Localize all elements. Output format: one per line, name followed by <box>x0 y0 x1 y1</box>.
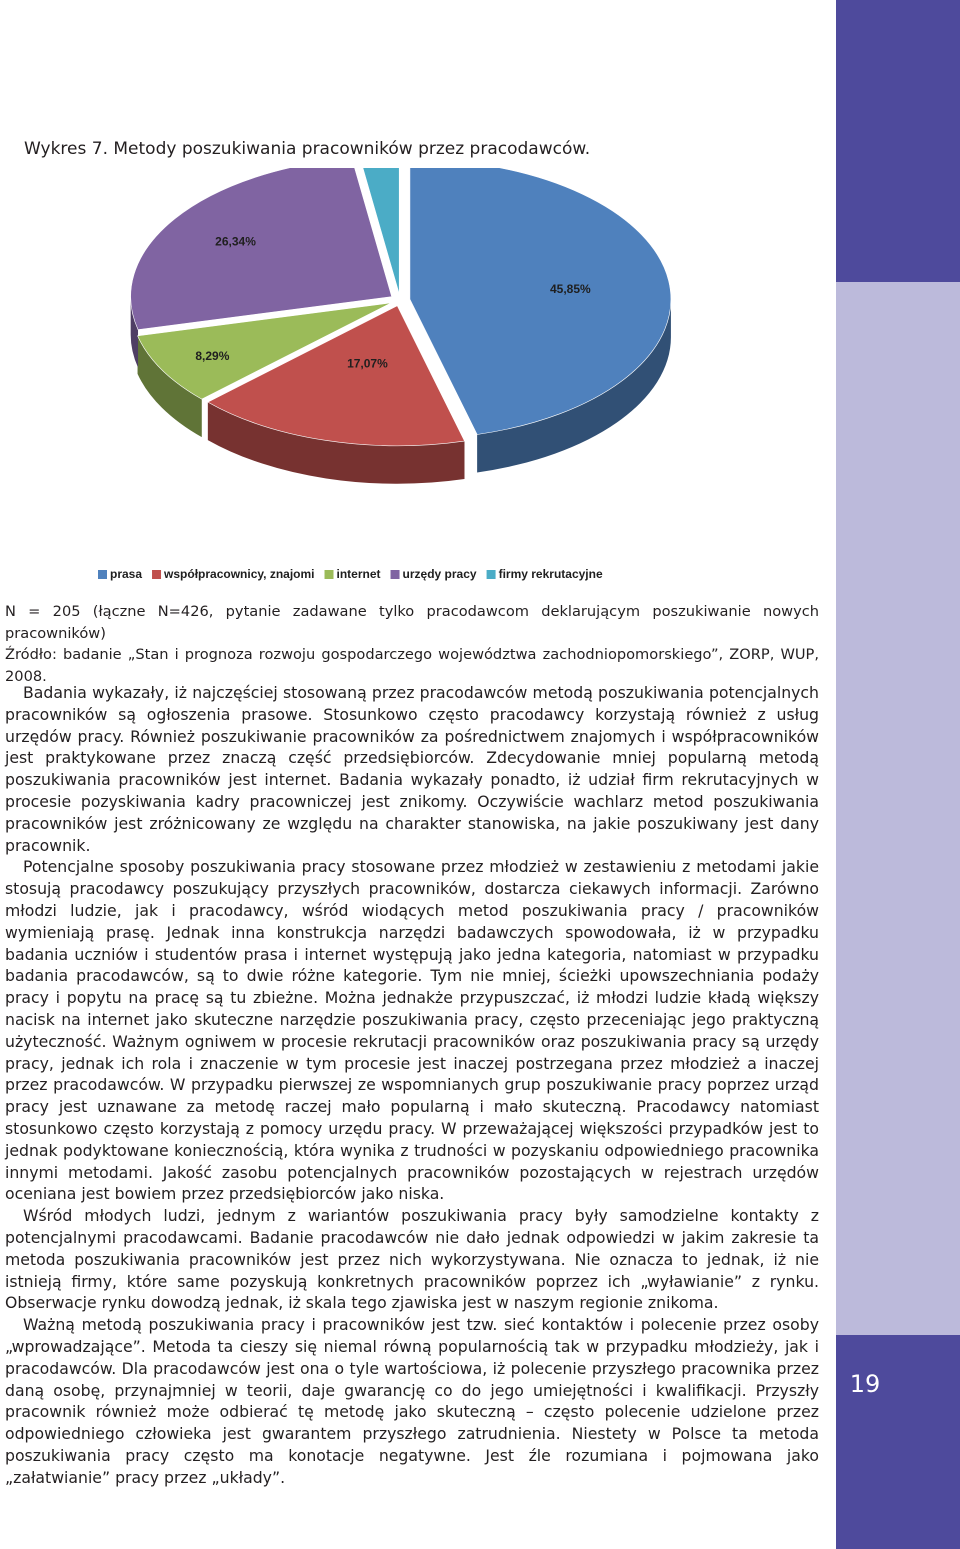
sample-size-note: N = 205 (łączne N=426, pytanie zadawane tylko pracodawcom deklarującym poszukiwanie nowych pracowników) <box>5 603 819 642</box>
sidebar-accent-middle <box>836 282 960 1335</box>
legend-label: prasa <box>110 567 143 581</box>
paragraph: Wśród młodych ludzi, jednym z wariantów poszukiwania pracy były samodzielne kontakty z potencjalnymi pracodawcami. Badanie pracodawców nie dało jednak odpowiedzi w jakim zakresie ta metoda poszukiwania pracowników jest przez nich wykorzystywana. Nie oznacza to jednak, iż nie istnieją firmy, które same pozyskują konkretnych pracowników poprzez ich „wyławianie” z rynku. Obserwacje rynku dowodzą jednak, iż skala tego zjawiska jest w naszym regionie znikoma. <box>5 1206 819 1313</box>
paragraph: Potencjalne sposoby poszukiwania pracy stosowane przez młodzież w zestawieniu z metodami jakie stosują pracodawcy poszukujący przyszłych pracowników, dostarcza ciekawych informacji. Zarówno młodzi ludzie, jak i pracodawcy, wśród wiodących metod poszukiwania pracy / pracowników wymieniają prasę. Jednak inna konstrukcja narzędzi badawczych spowodowała, iż w przypadku badania uczniów i studentów prasa i internet występują jako jedna kategoria, natomiast w przypadku badania pracodawców, są to dwie różne kategorie. Tym nie mniej, ścieżki upowszechniania podaży pracy i popytu na pracę są tu zbieżne. Można jednakże przypuszczać, iż młodzi ludzie kładą większy nacisk na internet jako skuteczne narzędzie poszukiwania pracy, często przeceniając jego praktyczną użyteczność. Ważnym ogniwem w procesie rekrutacji pracowników oraz poszukiwania pracy są urzędy pracy, jednak ich rola i znaczenie w tym procesie jest inaczej postrzegana przez młodzież a inaczej przez pracodawców. W przypadku pierwszej ze wspomnianych grup poszukiwanie pracy poprzez urząd pracy jest uznawane za metodę raczej mało popularną i mało skuteczną. Pracodawcy natomiast stosunkowo często korzystają z pomocy urzędu pracy. W przeważającej większości przypadków jest to jednak podyktowane koniecznością, która wynika z trudności w pozyskaniu odpowiedniego pracownika innymi metodami. Jakość zasobu potencjalnych pracowników pozostających w rejestrach urzędów oceniana jest bowiem przez przedsiębiorców jako niska. <box>5 857 819 1204</box>
pie-data-label: 45,85% <box>550 281 591 296</box>
legend-swatch <box>325 570 334 579</box>
figure-caption: Wykres 7. Metody poszukiwania pracowników przez pracodawców. <box>24 139 591 159</box>
source-note: Źródło: badanie „Stan i prognoza rozwoju gospodarczego województwa zachodniopomorskiego”, ZORP, WUP, 2008. <box>5 646 819 685</box>
legend-swatch <box>487 570 496 579</box>
sidebar-accent-bottom <box>836 1335 960 1549</box>
pie-chart <box>80 168 760 598</box>
body-text <box>5 682 819 1488</box>
legend-swatch <box>391 570 400 579</box>
page-number: 19 <box>849 1370 881 1398</box>
legend-swatch <box>152 570 161 579</box>
legend-label: współpracownicy, znajomi <box>164 567 315 581</box>
chart-note <box>5 601 819 687</box>
paragraph: Badania wykazały, iż najczęściej stosowaną przez pracodawców metodą poszukiwania potencjalnych pracowników są ogłoszenia prasowe. Stosunkowo często pracodawcy korzystają również z usług urzędów pracy. Również poszukiwanie pracowników za pośrednictwem znajomych i współpracowników jest praktykowane przez znaczą część przedsiębiorców. Zdecydowanie mniej popularną metodą poszukiwania pracowników jest internet. Badania wykazały ponadto, iż udział firm rekrutacyjnych w procesie pozyskiwania kadry pracowniczej jest znikomy. Oczywiście wachlarz metod poszukiwania pracowników jest zróżnicowany ze względu na charakter stanowiska, na jakie poszukiwany jest dany pracownik. <box>5 683 819 855</box>
pie-data-label: 17,07% <box>347 356 388 371</box>
legend-label: internet <box>336 567 381 581</box>
pie-data-label: 8,29% <box>195 349 230 364</box>
paragraph: Ważną metodą poszukiwania pracy i pracowników jest tzw. sieć kontaktów i polecenie przez osoby „wprowadzające”. Metoda ta cieszy się niemal równą popularnością tak w przypadku młodzieży, jak i pracodawców. Dla pracodawców jest ona o tyle wartościowa, iż polecenie przyszłego pracownika przez daną osobę, przynajmniej w teorii, daje gwarancję co do jego umiejętności i kwalifikacji. Przyszły pracownik również może odbierać tę metodę jako skuteczną – często polecenie udzielone przez odpowiedniego człowieka jest gwarantem przyszłego zatrudnienia. Niestety w Polsce ta metoda poszukiwania pracy często ma konotacje negatywne. Jest źle rozumiana i pojmowana jako „załatwianie” pracy przez „układy”. <box>5 1315 819 1487</box>
sidebar-accent-top <box>836 0 960 282</box>
legend-label: urzędy pracy <box>402 567 477 581</box>
chart-legend <box>98 567 603 581</box>
legend-swatch <box>98 570 107 579</box>
legend-label: firmy rekrutacyjne <box>498 567 603 581</box>
pie-data-label: 26,34% <box>215 234 256 249</box>
pie-slice <box>131 168 392 330</box>
